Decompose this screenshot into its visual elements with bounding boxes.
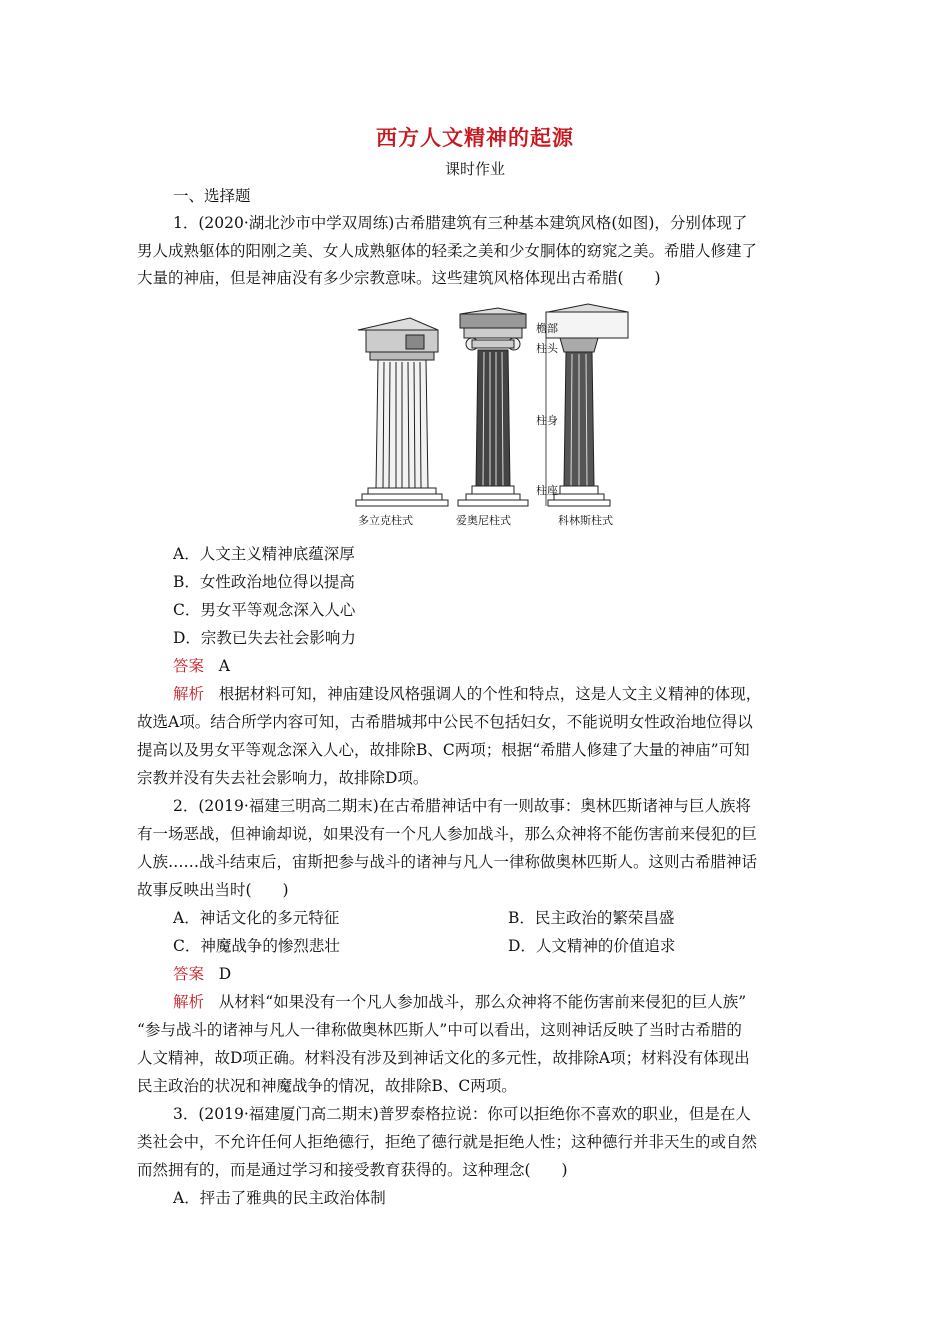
ionic-column-icon	[458, 308, 528, 506]
q2-analysis-line-4: 民主政治的状况和神魔战争的情况，故排除B、C两项。	[137, 1077, 517, 1095]
q1-line-2: 男人成熟躯体的阳刚之美、女人成熟躯体的轻柔之美和少女胴体的窈窕之美。希腊人修建了	[137, 242, 758, 260]
q1-option-b: B．女性政治地位得以提高	[173, 573, 355, 591]
q1-option-a: A．人文主义精神底蕴深厚	[173, 545, 355, 563]
q2-line-3: 人族……战斗结束后，宙斯把参与战斗的诸神与凡人一律称做奥林匹斯人。这则古希腊神话	[137, 853, 758, 871]
q1-option-d: D．宗教已失去社会影响力	[173, 629, 356, 647]
q3-option-a: A．抨击了雅典的民主政治体制	[173, 1189, 386, 1207]
q2-analysis-line-1: 解析 从材料“如果没有一个凡人参加战斗，那么众神将不能伤害前来侵犯的巨人族”	[173, 993, 747, 1011]
q2-line-1: 2．(2019·福建三明高二期末)在古希腊神话中有一则故事：奥林匹斯诸神与巨人族将	[173, 797, 751, 815]
answer-value: A	[218, 657, 230, 675]
q2-line-4: 故事反映出当时( )	[137, 881, 289, 899]
caption-doric: 多立克柱式	[358, 514, 413, 527]
page-title: 西方人文精神的起源	[376, 125, 574, 150]
q2-analysis-line-2: “参与战斗的诸神与凡人一律称做奥林匹斯人”中可以看出，这则神话反映了当时古希腊的	[137, 1021, 742, 1039]
doric-column-icon	[356, 318, 448, 506]
label-entablature: 檐部	[536, 322, 558, 335]
q1-line-1: 1．(2020·湖北沙市中学双周练)古希腊建筑有三种基本建筑风格(如图)，分别体现了	[173, 214, 748, 232]
q2-option-c: C．神魔战争的惨烈悲壮	[173, 937, 340, 955]
q3-line-1: 3．(2019·福建厦门高二期末)普罗泰格拉说：你可以拒绝你不喜欢的职业，但是在人	[173, 1105, 751, 1123]
greek-columns-figure	[348, 300, 630, 530]
q2-option-b: B．民主政治的繁荣昌盛	[508, 909, 675, 927]
q1-analysis-line-4: 宗教并没有失去社会影响力，故排除D项。	[137, 769, 429, 787]
analysis-label: 解析	[173, 993, 205, 1011]
corinthian-column-icon	[546, 304, 628, 506]
analysis-label: 解析	[173, 685, 205, 703]
section-heading: 一、选择题	[173, 187, 251, 205]
caption-corinthian: 科林斯柱式	[558, 514, 613, 527]
label-shaft: 柱身	[536, 414, 558, 427]
label-capital: 柱头	[536, 342, 558, 355]
q2-option-d: D．人文精神的价值追求	[508, 937, 676, 955]
label-base: 柱座	[536, 484, 558, 497]
answer-label: 答案	[173, 965, 205, 983]
q2-answer	[173, 964, 863, 984]
q1-analysis-line-1: 解析 根据材料可知，神庙建设风格强调人的个性和特点，这是人文主义精神的体现，	[173, 685, 762, 703]
answer-value: D	[218, 965, 232, 983]
answer-label: 答案	[173, 657, 205, 675]
q1-line-3: 大量的神庙，但是神庙没有多少宗教意味。这些建筑风格体现出古希腊( )	[137, 269, 661, 287]
caption-ionic: 爱奥尼柱式	[456, 514, 511, 527]
q1-answer	[173, 656, 863, 676]
q2-analysis-line-3: 人文精神，故D项正确。材料没有涉及到神话文化的多元性，故排除A项；材料没有体现出	[137, 1049, 750, 1067]
q1-analysis-line-2: 故选A项。结合所学内容可知，古希腊城邦中公民不包括妇女，不能说明女性政治地位得以	[137, 713, 753, 731]
q3-line-3: 而然拥有的，而是通过学习和接受教育获得的。这种理念( )	[137, 1161, 568, 1179]
q1-option-c: C．男女平等观念深入人心	[173, 601, 356, 619]
q3-line-2: 类社会中，不允许任何人拒绝德行，拒绝了德行就是拒绝人性；这种德行并非天生的或自然	[137, 1133, 758, 1151]
q2-option-a: A．神话文化的多元特征	[173, 909, 340, 927]
q2-line-2: 有一场恶战，但神谕却说，如果没有一个凡人参加战斗，那么众神将不能伤害前来侵犯的巨	[137, 825, 758, 843]
q1-analysis-line-3: 提高以及男女平等观念深入人心，故排除B、C两项；根据“希腊人修建了大量的神庙”可知	[137, 741, 750, 759]
page-subtitle: 课时作业	[444, 160, 505, 178]
